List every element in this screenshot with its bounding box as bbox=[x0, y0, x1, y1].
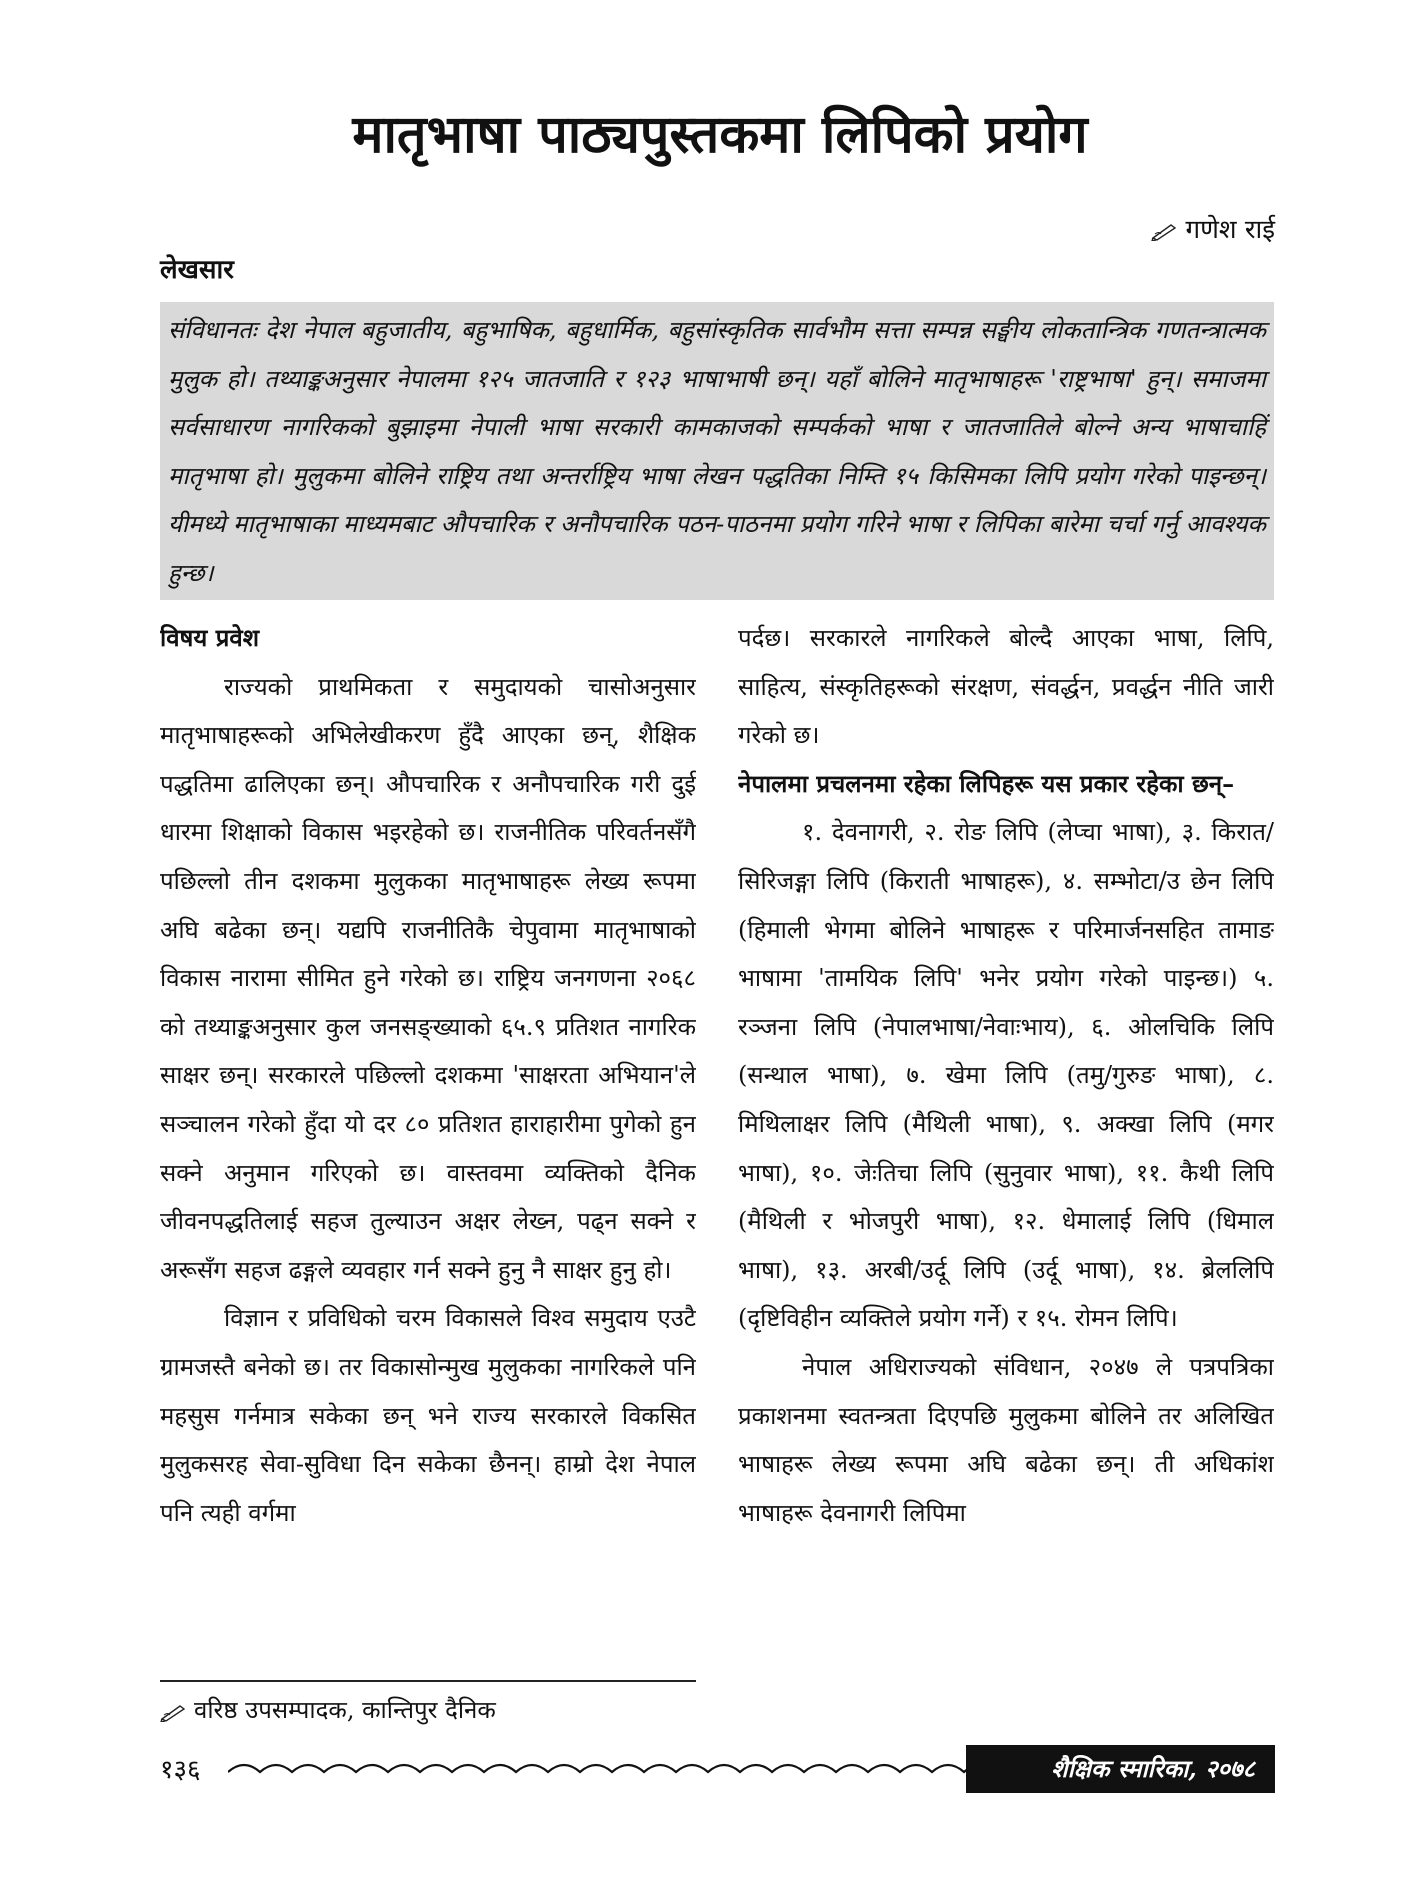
article-title: मातृभाषा पाठ्यपुस्तकमा लिपिको प्रयोग bbox=[352, 104, 1088, 165]
author-line bbox=[1151, 210, 1275, 250]
decorative-wave-line bbox=[228, 1750, 968, 1790]
pen-icon bbox=[160, 1702, 188, 1722]
paragraph: नेपाल अधिराज्यको संविधान, २०४७ ले पत्रपत्रिका प्रकाशनमा स्वतन्त्रता दिएपछि मुलुकमा बोलिने तर अलिखित भाषाहरू लेख्य रूपमा अघि बढेका छन्। ती अधिकांश भाषाहरू देवनागरी लिपिमा bbox=[738, 1352, 1274, 1527]
page-number: १३६ bbox=[160, 1755, 201, 1785]
abstract-heading: लेखसार bbox=[160, 255, 234, 285]
author-name: गणेश राई bbox=[1185, 215, 1275, 245]
paragraph: पर्दछ। सरकारले नागरिकले बोल्दै आएका भाषा, लिपि, साहित्य, संस्कृतिहरूको संरक्षण, संवर्द्धन, प्रवर्द्धन नीति जारी गरेको छ। bbox=[738, 624, 1274, 750]
pen-icon bbox=[1151, 221, 1179, 241]
paragraph: १. देवनागरी, २. रोङ लिपि (लेप्चा भाषा), ३. किरात/सिरिजङ्गा लिपि (किराती भाषाहरू), ४. सम्भोटा/उ छेन लिपि (हिमाली भेगमा बोलिने भाषाहरू र परिमार्जनसहित तामाङ भाषामा 'तामयिक लिपि' भनेर प्रयोग गरेको पाइन्छ।) ५. रञ्जना लिपि (नेपालभाषा/नेवाःभाय), ६. ओलचिकि लिपि (सन्थाल भाषा), ७. खेमा लिपि (तमु/गुरुङ भाषा), ८. मिथिलाक्षर लिपि (मैथिली भाषा), ९. अक्खा लिपि (मगर भाषा), १०. जेःतिचा लिपि (सुनुवार भाषा), ११. कैथी लिपि (मैथिली र भोजपुरी भाषा), १२. धेमालाई लिपि (धिमाल भाषा), १३. अरबी/उर्दू लिपि (उर्दू भाषा), १४. ब्रेललिपि (दृष्टिविहीन व्यक्तिले प्रयोग गर्ने) र १५. रोमन लिपि। bbox=[738, 818, 1274, 1333]
section-heading: विषय प्रवेश bbox=[160, 623, 260, 652]
footnote-divider bbox=[160, 1680, 696, 1682]
footnote bbox=[160, 1690, 760, 1730]
paragraph: राज्यको प्राथमिकता र समुदायको चासोअनुसार मातृभाषाहरूको अभिलेखीकरण हुँदै आएका छन्, शैक्षिक पद्धतिमा ढालिएका छन्। औपचारिक र अनौपचारिक गरी दुई धारमा शिक्षाको विकास भइरहेको छ। राजनीतिक परिवर्तनसँगै पछिल्लो तीन दशकमा मुलुकका मातृभाषाहरू लेख्य रूपमा अघि बढेका छन्। यद्यपि राजनीतिकै चेपुवामा मातृभाषाको विकास नारामा सीमित हुने गरेको छ। राष्ट्रिय जनगणना २०६८ को तथ्याङ्कअनुसार कुल जनसङ्ख्याको ६५.९ प्रतिशत नागरिक साक्षर छन्। सरकारले पछिल्लो दशकमा 'साक्षरता अभियान'ले सञ्चालन गरेको हुँदा यो दर ८० प्रतिशत हाराहारीमा पुगेको हुन सक्ने अनुमान गरिएको छ। वास्तवमा व्यक्तिको दैनिक जीवनपद्धतिलाई सहज तुल्याउन अक्षर लेख्न, पढ्न सक्ने र अरूसँग सहज ढङ्गले व्यवहार गर्न सक्ने हुनु नै साक्षर हुनु हो। bbox=[160, 672, 696, 1284]
left-column bbox=[160, 614, 696, 1654]
paragraph: विज्ञान र प्रविधिको चरम विकासले विश्व समुदाय एउटै ग्रामजस्तै बनेको छ। तर विकासोन्मुख मुलुकका नागरिकले पनि महसुस गर्नमात्र सकेका छन् भने राज्य सरकारले विकसित मुलुकसरह सेवा-सुविधा दिन सकेका छैनन्। हाम्रो देश नेपाल पनि त्यही वर्गमा bbox=[160, 1304, 696, 1527]
section-subheading: नेपालमा प्रचलनमा रहेका लिपिहरू यस प्रकार रहेका छन्– bbox=[738, 768, 1235, 798]
right-column bbox=[738, 614, 1274, 1654]
journal-title-banner: शैक्षिक स्मारिका, २०७८ bbox=[966, 1745, 1275, 1793]
abstract-box bbox=[160, 302, 1274, 600]
abstract-text: संविधानतः देश नेपाल बहुजातीय, बहुभाषिक, बहुधार्मिक, बहुसांस्कृतिक सार्वभौम सत्ता सम्पन्न सङ्घीय लोकतान्त्रिक गणतन्त्रात्मक मुलुक हो। तथ्याङ्कअनुसार नेपालमा १२५ जातजाति र १२३ भाषाभाषी छन्। यहाँ बोलिने मातृभाषाहरू 'राष्ट्रभाषा' हुन्। समाजमा सर्वसाधारण नागरिकको बुझाइमा नेपाली भाषा सरकारी कामकाजको सम्पर्कको भाषा र जातजातिले बोल्ने अन्य भाषाचाहिं मातृभाषा हो। मुलुकमा बोलिने राष्ट्रिय तथा अन्तर्राष्ट्रिय भाषा लेखन पद्धतिका निम्ति १५ किसिमका लिपि प्रयोग गरेको पाइन्छन्। यीमध्ये मातृभाषाका माध्यमबाट औपचारिक र अनौपचारिक पठन-पाठनमा प्रयोग गरिने भाषा र लिपिका बारेमा चर्चा गर्नु आवश्यक हुन्छ। bbox=[168, 316, 1266, 587]
footnote-text: वरिष्ठ उपसम्पादक, कान्तिपुर दैनिक bbox=[194, 1696, 496, 1724]
